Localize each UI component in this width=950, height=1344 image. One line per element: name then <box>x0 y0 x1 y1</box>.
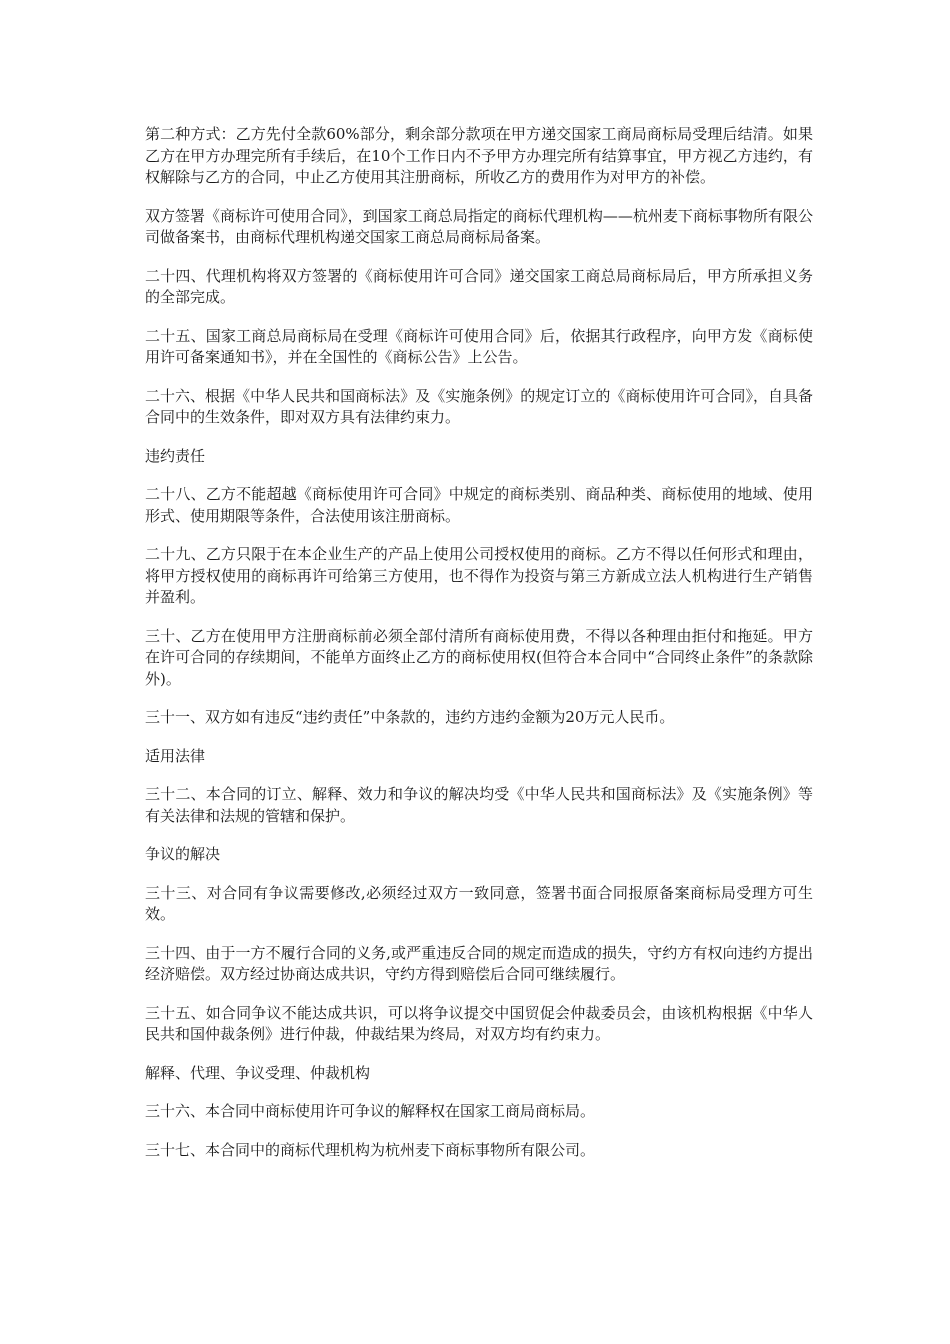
section-heading-liability: 违约责任 <box>145 446 206 465</box>
paragraph-clause-35: 三十五、如合同争议不能达成共识，可以将争议提交中国贸促会仲裁委员会，由该机构根据《中华人民共和国仲裁条例》进行仲裁，仲裁结果为终局，对双方均有约束力。 <box>145 1003 813 1043</box>
paragraph-clause-32: 三十二、本合同的订立、解释、效力和争议的解决均受《中华人民共和国商标法》及《实施条例》等有关法律和法规的管辖和保护。 <box>145 785 813 825</box>
paragraph-clause-24: 二十四、代理机构将双方签署的《商标使用许可合同》递交国家工商总局商标局后，甲方所承担义务的全部完成。 <box>145 266 813 306</box>
paragraph-payment-method-2: 第二种方式：乙方先付全款60%部分，剩余部分款项在甲方递交国家工商局商标局受理后结清。如果乙方在甲方办理完所有手续后，在10个工作日内不予甲方办理完所有结算事宜，甲方视乙方违约，有权解除与乙方的合同，中止乙方使用其注册商标，所收乙方的费用作为对甲方的补偿。 <box>145 125 813 186</box>
section-heading-applicable-law: 适用法律 <box>145 746 206 765</box>
document-body <box>145 124 813 1178</box>
section-heading-dispute-resolution: 争议的解决 <box>145 845 221 863</box>
paragraph-clause-25: 二十五、国家工商总局商标局在受理《商标许可使用合同》后，依据其行政程序，向甲方发《商标使用许可备案通知书》，并在全国性的《商标公告》上公告。 <box>145 326 813 366</box>
paragraph-clause-37: 三十七、本合同中的商标代理机构为杭州麦下商标事物所有限公司。 <box>145 1140 596 1159</box>
paragraph-clause-36: 三十六、本合同中商标使用许可争议的解释权在国家工商局商标局。 <box>145 1102 596 1120</box>
paragraph-clause-34: 三十四、由于一方不履行合同的义务,或严重违反合同的规定而造成的损失，守约方有权向违约方提出经济赔偿。双方经过协商达成共识，守约方得到赔偿后合同可继续履行。 <box>145 943 813 983</box>
paragraph-clause-30: 三十、乙方在使用甲方注册商标前必须全部付清所有商标使用费，不得以各种理由拒付和拖延。甲方在许可合同的存续期间，不能单方面终止乙方的商标使用权(但符合本合同中“合同终止条件”的条款除外)。 <box>145 626 813 688</box>
paragraph-clause-31: 三十一、双方如有违反“违约责任”中条款的，违约方违约金额为20万元人民币。 <box>145 708 675 726</box>
paragraph-clause-26: 二十六、根据《中华人民共和国商标法》及《实施条例》的规定订立的《商标使用许可合同》，自具备合同中的生效条件，即对双方具有法律约束力。 <box>145 386 813 426</box>
paragraph-clause-33: 三十三、对合同有争议需要修改,必须经过双方一致同意，签署书面合同报原备案商标局受理方可生效。 <box>145 883 813 923</box>
paragraph-filing: 双方签署《商标许可使用合同》，到国家工商总局指定的商标代理机构——杭州麦下商标事物所有限公司做备案书，由商标代理机构递交国家工商总局商标局备案。 <box>145 206 813 246</box>
paragraph-clause-28: 二十八、乙方不能超越《商标使用许可合同》中规定的商标类别、商品种类、商标使用的地域、使用形式、使用期限等条件，合法使用该注册商标。 <box>145 485 813 525</box>
paragraph-clause-29: 二十九、乙方只限于在本企业生产的产品上使用公司授权使用的商标。乙方不得以任何形式和理由，将甲方授权使用的商标再许可给第三方使用，也不得作为投资与第三方新成立法人机构进行生产销售并盈利。 <box>145 545 813 606</box>
section-heading-interpretation: 解释、代理、争议受理、仲裁机构 <box>145 1063 371 1082</box>
